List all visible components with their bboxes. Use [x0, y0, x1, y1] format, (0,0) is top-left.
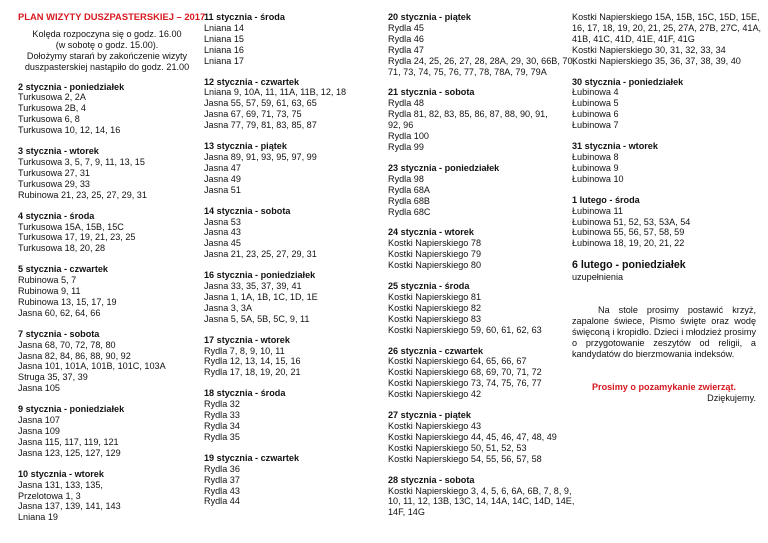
column-4	[572, 12, 762, 403]
day-block	[18, 329, 196, 394]
address-line: Lniana 17	[204, 55, 244, 66]
address-line: Jasna 107	[18, 415, 60, 426]
address-line: Turkusowa 2, 2A	[18, 92, 86, 103]
address-line: Rydla 17, 18, 19, 20, 21	[204, 367, 301, 378]
day-title: 6 lutego - poniedziałek	[572, 259, 686, 272]
address-line: Kostki Napierskiego 43	[388, 421, 482, 431]
address-line: Rydla 43	[204, 485, 240, 496]
address-line: Jasna 45	[204, 238, 241, 249]
address-line: Rydla 7, 8, 9, 10, 11	[204, 345, 285, 356]
day-title: 24 stycznia - wtorek	[388, 227, 474, 238]
page-title: PLAN WIZYTY DUSZPASTERSKIEJ – 2017	[18, 11, 206, 22]
address-line: Jasna 21, 23, 25, 27, 29, 31	[204, 249, 317, 260]
address-line: Rydla 100	[388, 131, 429, 142]
day-block	[204, 453, 382, 508]
address-line: Rubinowa 5, 7	[18, 275, 77, 286]
day-title: 27 stycznia - piątek	[388, 410, 471, 421]
address-line: Jasna 49	[204, 173, 241, 184]
address-line: Rydla 34	[204, 421, 240, 431]
intro-line: duszpasterskiej nastąpiło do godz. 21.00	[24, 61, 190, 72]
address-line: Turkusowa 18, 20, 28	[18, 243, 106, 254]
address-line: Rydla 33	[204, 410, 240, 421]
address-line: Łubinowa 11	[572, 205, 623, 216]
address-line: Kostki Napierskiego 50, 51, 52, 53	[388, 442, 527, 453]
address-line: 71, 73, 74, 75, 76, 77, 78, 78A, 79, 79A	[388, 66, 547, 77]
thanks-text: Dziękujemy.	[707, 392, 756, 403]
address-line: Łubinowa 55, 56, 57, 58, 59	[572, 227, 685, 238]
address-line: Turkusowa 17, 19, 21, 23, 25	[18, 232, 136, 243]
day-title: 18 stycznia - środa	[204, 388, 286, 399]
address-line: Jasna 115, 117, 119, 121	[18, 436, 119, 447]
address-line: 92, 96	[388, 120, 414, 131]
day-block	[204, 77, 382, 132]
address-line: Rydla 98	[388, 173, 424, 184]
day-block	[18, 404, 196, 459]
day-title: 7 stycznia - sobota	[18, 328, 100, 339]
intro-line: Kolęda rozpoczyna się o godz. 16.00	[32, 28, 182, 39]
day-title: 10 stycznia - wtorek	[18, 468, 104, 479]
address-line: Turkusowa 3, 5, 7, 9, 11, 13, 15	[18, 156, 145, 167]
address-line: Kostki Napierskiego 73, 74, 75, 76, 77	[388, 378, 542, 389]
address-line: Rydla 36	[204, 463, 240, 474]
address-line: Łubinowa 9	[572, 162, 619, 173]
day-title: 17 stycznia - wtorek	[204, 334, 290, 345]
day-title: 13 stycznia - piątek	[204, 141, 287, 152]
day-title: 31 stycznia - wtorek	[572, 141, 658, 152]
address-line: Rydla 32	[204, 399, 240, 410]
address-line: Jasna 47	[204, 162, 241, 173]
address-line: Kostki Napierskiego 30, 31, 32, 33, 34	[572, 44, 726, 55]
column-1	[18, 11, 206, 533]
address-line: 14F, 14G	[388, 507, 425, 518]
address-line: Struga 35, 37, 39	[18, 372, 88, 383]
address-line: Łubinowa 6	[572, 109, 619, 120]
intro-line: Dołożymy starań by zakończenie wizyty	[26, 50, 188, 61]
day-block	[18, 82, 196, 137]
address-line: Kostki Napierskiego 64, 65, 66, 67	[388, 356, 527, 367]
address-line: Kostki Napierskiego 80	[388, 260, 482, 271]
address-line: Rydla 68A	[388, 184, 430, 195]
address-line: Kostki Napierskiego 3, 4, 5, 6, 6A, 6B, 7, 8, 9,	[388, 485, 572, 496]
address-line: Jasna 1, 1A, 1B, 1C, 1D, 1E	[204, 291, 318, 302]
day-title: 9 stycznia - poniedziałek	[18, 404, 125, 415]
day-block	[388, 163, 566, 218]
address-line: Turkusowa 29, 33	[18, 178, 90, 189]
day-block	[18, 264, 196, 319]
address-line: Łubinowa 10	[572, 173, 624, 184]
day-block	[204, 141, 382, 196]
address-line: Turkusowa 6, 8	[18, 114, 80, 125]
day-block	[204, 335, 382, 379]
day-list	[204, 12, 382, 507]
address-line: Rydla 35	[204, 431, 240, 442]
address-line: 16, 17, 18, 19, 20, 21, 25, 27A, 27B, 27C, 41A,	[572, 22, 762, 33]
address-line: Kostki Napierskiego 82	[388, 302, 482, 313]
address-line: 10, 11, 12, 13B, 13C, 14, 14A, 14C, 14D, 14E,	[388, 496, 575, 507]
address-line: Rubinowa 21, 23, 25, 27, 29, 31	[18, 189, 147, 200]
address-line: Kostki Napierskiego 59, 60, 61, 62, 63	[388, 324, 542, 335]
address-line: Kostki Napierskiego 54, 55, 56, 57, 58	[388, 453, 542, 464]
address-line: Jasna 60, 62, 64, 66	[18, 307, 101, 318]
address-line: Jasna 82, 84, 86, 88, 90, 92	[18, 350, 131, 361]
day-title: 19 stycznia - czwartek	[204, 452, 300, 463]
address-line: Rydla 47	[388, 44, 424, 55]
address-line: Rydla 44	[204, 496, 240, 507]
address-line: Kostki Napierskiego 35, 36, 37, 38, 39, 40	[572, 55, 741, 66]
pets-notice: Prosimy o pozamykanie zwierząt.	[591, 381, 737, 392]
address-line: Kostki Napierskiego 79	[388, 249, 482, 260]
day-block	[572, 77, 756, 132]
address-line: Lniana 16	[204, 44, 244, 55]
address-line: Kostki Napierskiego 44, 45, 46, 47, 48, 49	[388, 431, 557, 442]
day-title: 4 stycznia - środa	[18, 210, 95, 221]
address-line: Jasna 109	[18, 426, 60, 436]
address-line: Jasna 55, 57, 59, 61, 63, 65	[204, 98, 317, 109]
day-title: 2 stycznia - poniedziałek	[18, 81, 125, 92]
day-block	[388, 474, 575, 519]
address-line: Jasna 51	[204, 184, 241, 195]
address-line: Turkusowa 27, 31	[18, 167, 90, 178]
day-title: 20 stycznia - piątek	[388, 12, 471, 22]
address-line: Kostki Napierskiego 81	[388, 291, 482, 302]
intro-text	[18, 29, 196, 73]
address-line: Rubinowa 13, 15, 17, 19	[18, 296, 117, 307]
address-line: Kostki Napierskiego 83	[388, 313, 482, 324]
address-line: Łubinowa 18, 19, 20, 21, 22	[572, 238, 685, 249]
address-line: Rydla 68B	[388, 195, 430, 206]
address-line: Rydla 81, 82, 83, 85, 86, 87, 88, 90, 91,	[388, 109, 548, 120]
address-line: Kostki Napierskiego 42	[388, 389, 482, 400]
address-line: Jasna 67, 69, 71, 73, 75	[204, 109, 302, 120]
address-line: Jasna 101, 101A, 101B, 101C, 103A	[18, 361, 166, 372]
day-title: 3 stycznia - wtorek	[18, 146, 99, 157]
day-block	[18, 469, 196, 524]
address-line: Lniana 19	[18, 512, 58, 523]
day-block	[204, 12, 382, 67]
address-line: Jasna 3, 3A	[204, 302, 253, 313]
address-line: Łubinowa 8	[572, 151, 619, 162]
address-line: Jasna 137, 139, 141, 143	[18, 501, 121, 512]
day-list	[388, 12, 576, 518]
day-title: 11 stycznia - środa	[204, 12, 285, 22]
address-line: Kostki Napierskiego 15A, 15B, 15C, 15D, 15E,	[572, 12, 760, 22]
day-block	[388, 87, 566, 152]
day-block-feb6	[572, 259, 756, 283]
day-block	[388, 346, 566, 401]
address-line: Jasna 68, 70, 72, 78, 80	[18, 339, 116, 350]
address-line: 41B, 41C, 41D, 41E, 41F, 41G	[572, 33, 695, 44]
address-line: Łubinowa 4	[572, 87, 619, 98]
address-line: Lniana 9, 10A, 11, 11A, 11B, 12, 18	[204, 87, 347, 98]
address-line: Jasna 43	[204, 227, 241, 238]
address-line: Rydla 99	[388, 141, 424, 152]
address-line: Jasna 131, 133, 135,	[18, 479, 103, 490]
address-line: Przelotowa 1, 3	[18, 490, 81, 501]
address-line: Jasna 89, 91, 93, 95, 97, 99	[204, 151, 317, 162]
day-block	[572, 141, 756, 185]
day-title: 23 stycznia - poniedziałek	[388, 162, 500, 173]
day-title: 25 stycznia - środa	[388, 281, 470, 292]
address-line: Rydla 48	[388, 98, 424, 109]
address-line: Rydla 68C	[388, 206, 431, 217]
day-title: 28 stycznia - sobota	[388, 474, 475, 485]
day-block	[204, 270, 382, 325]
address-line: Turkusowa 15A, 15B, 15C	[18, 221, 124, 232]
day-list	[572, 77, 756, 250]
day-block	[18, 211, 196, 255]
day-block	[572, 195, 756, 250]
day-title: 21 stycznia - sobota	[388, 87, 475, 98]
address-line: Rydla 45	[388, 22, 424, 33]
day-title: 16 stycznia - poniedziałek	[204, 270, 316, 281]
address-line: Jasna 105	[18, 383, 60, 394]
day-block	[388, 227, 566, 271]
address-line: Kostki Napierskiego 78	[388, 238, 482, 249]
day-block	[388, 281, 566, 336]
address-line: Lniana 14	[204, 22, 244, 33]
day-block	[388, 12, 576, 77]
address-line: Rydla 12, 13, 14, 15, 16	[204, 356, 301, 367]
column-3	[388, 12, 576, 528]
day-block	[204, 206, 382, 261]
day-block	[18, 146, 196, 201]
day-block	[388, 410, 566, 465]
day-title: 26 stycznia - czwartek	[388, 345, 484, 356]
day-title: 5 stycznia - czwartek	[18, 264, 108, 275]
address-line: Rubinowa 9, 11	[18, 286, 81, 297]
address-line: Łubinowa 51, 52, 53, 53A, 54	[572, 216, 691, 227]
address-line: Łubinowa 5	[572, 98, 619, 109]
address-line: Rydla 46	[388, 33, 424, 44]
address-line: Jasna 5, 5A, 5B, 5C, 9, 11	[204, 313, 310, 324]
day-title: 1 lutego - środa	[572, 194, 640, 205]
address-line: uzupełnienia	[572, 272, 624, 283]
day-list	[18, 82, 196, 524]
column-2	[204, 12, 382, 517]
address-line: Łubinowa 7	[572, 120, 619, 131]
address-line: Jasna 123, 125, 127, 129	[18, 447, 121, 458]
intro-line: (w sobotę o godz. 15.00).	[55, 39, 159, 50]
address-line: Jasna 33, 35, 37, 39, 41	[204, 281, 302, 292]
address-line: Lniana 15	[204, 33, 244, 44]
day-block	[204, 388, 382, 443]
day-title: 30 stycznia - poniedziałek	[572, 76, 684, 87]
address-line: Rydla 37	[204, 474, 240, 485]
day-title: 14 stycznia - sobota	[204, 205, 291, 216]
address-line: Jasna 53	[204, 216, 241, 227]
continuation-block	[572, 12, 762, 67]
address-line: Turkusowa 2B, 4	[18, 103, 86, 114]
address-line: Rydla 24, 25, 26, 27, 28, 28A, 29, 30, 66B, 70,	[388, 55, 576, 66]
address-line: Kostki Napierskiego 68, 69, 70, 71, 72	[388, 367, 542, 378]
address-line: Jasna 77, 79, 81, 83, 85, 87	[204, 120, 317, 131]
address-line: Turkusowa 10, 12, 14, 16	[18, 125, 121, 136]
instructions-note: Na stole prosimy postawić krzyż, zapalone świece, Pismo święte oraz wodę święconą i kropidło. Dzieci i młodzież prosimy o przygotowanie zeszytów od religii, a kandydatów do bierzmowania indeksów.	[572, 305, 756, 359]
day-title: 12 stycznia - czwartek	[204, 76, 300, 87]
